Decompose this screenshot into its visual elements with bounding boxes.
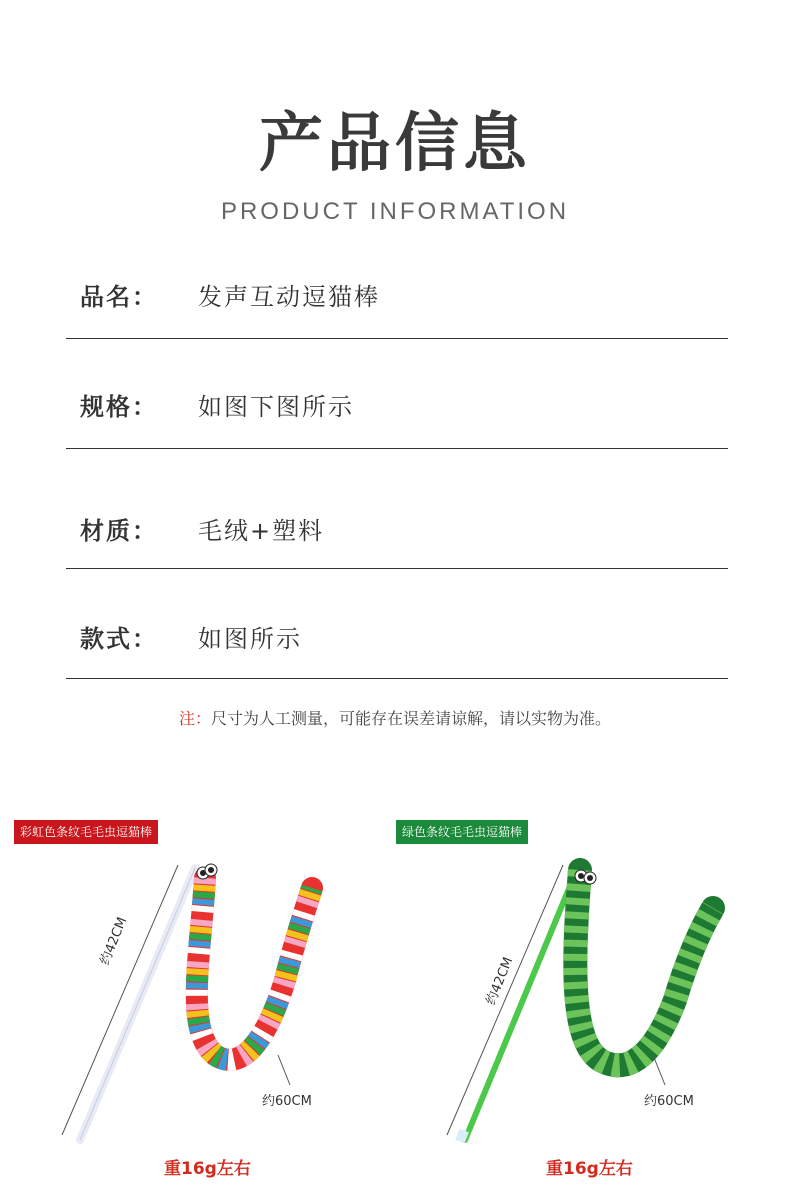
note-text: 尺寸为人工测量，可能存在误差请谅解，请以实物为准。 xyxy=(211,709,612,728)
spec-value: 发声互动逗猫棒 xyxy=(198,283,380,311)
body-length-label: 约60CM xyxy=(262,1094,312,1109)
stick-length-label: 约42CM xyxy=(483,955,517,1008)
spec-label: 款式： xyxy=(80,625,158,653)
green-caterpillar-image xyxy=(395,840,790,1160)
page-subtitle: PRODUCT INFORMATION xyxy=(220,198,570,225)
spec-value: 如图下图所示 xyxy=(198,393,354,421)
spec-value: 毛绒+塑料 xyxy=(198,517,325,545)
spec-row-spec xyxy=(66,339,728,449)
rainbow-caterpillar-image xyxy=(0,840,395,1160)
spec-row-material xyxy=(66,449,728,569)
product-tag-green: 绿色条纹毛毛虫逗猫棒 xyxy=(396,820,528,844)
weight-label: 重16g左右 xyxy=(164,1159,251,1179)
disclaimer-note xyxy=(0,706,790,729)
spec-value: 如图所示 xyxy=(198,625,302,653)
spec-row-style xyxy=(66,569,728,679)
stick-length-label: 约42CM xyxy=(97,915,131,968)
page-title: 产品信息 xyxy=(259,107,531,181)
spec-label: 规格： xyxy=(80,393,158,421)
spec-row-name xyxy=(66,229,728,339)
body-length-label: 约60CM xyxy=(644,1094,694,1109)
spec-label: 品名： xyxy=(80,283,158,311)
divider xyxy=(66,678,728,679)
weight-label: 重16g左右 xyxy=(546,1159,633,1179)
product-tag-rainbow: 彩虹色条纹毛毛虫逗猫棒 xyxy=(14,820,158,844)
spec-label: 材质： xyxy=(80,517,158,545)
note-prefix: 注： xyxy=(178,709,211,728)
